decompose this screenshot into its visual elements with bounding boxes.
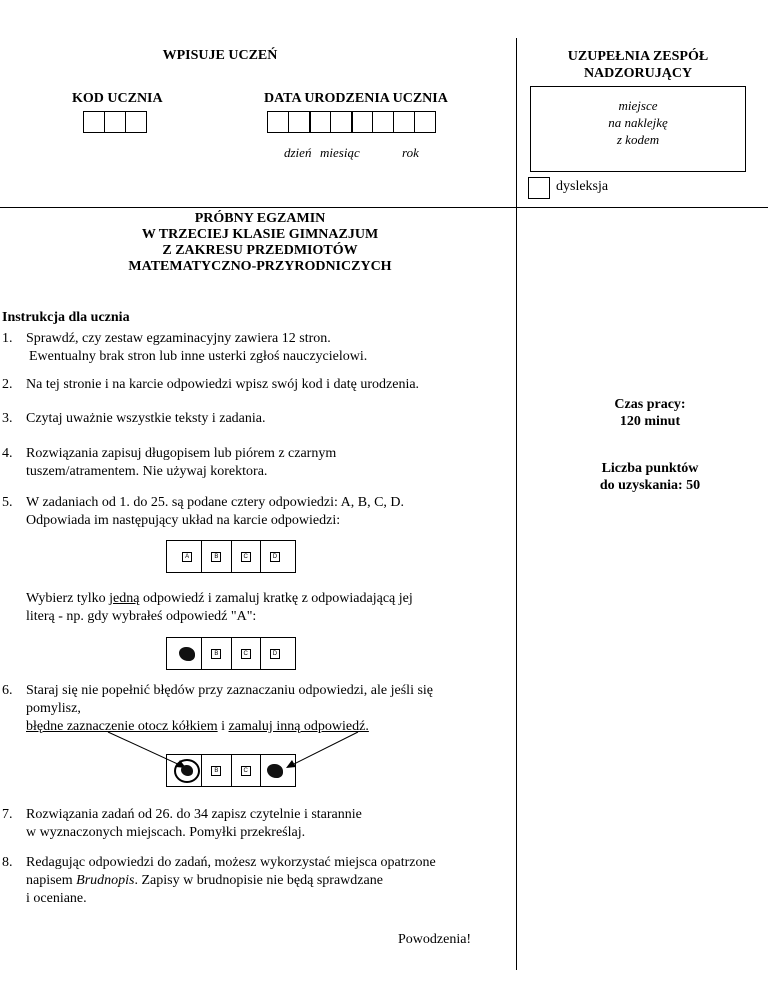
answer-sheet-sample: A B C D (166, 540, 296, 573)
dyslexia-label: dysleksja (556, 179, 609, 194)
answer-sheet-filled-example: B C D (166, 637, 296, 670)
instruction-7: 7. Rozwiązania zadań od 26. do 34 zapisz czytelnie i starannie w wyznaczonych miejscach. Pomyłki przekreślaj. (2, 807, 362, 840)
dyslexia-checkbox[interactable] (528, 177, 550, 199)
student-code-boxes[interactable] (84, 111, 147, 133)
staff-section-title: UZUPEŁNIA ZESPÓŁ NADZORUJĄCY (567, 49, 709, 81)
instruction-4: 4. Rozwiązania zapisuj długopisem lub piórem z czarnym tuszem/atramentem. Nie używaj korektora. (2, 446, 337, 479)
instruction-5: 5. W zadaniach od 1. do 25. są podane cztery odpowiedzi: A, B, C, D. Odpowiada im następujący układ na karcie odpowiedzi: (2, 495, 405, 528)
year-label: rok (402, 145, 419, 160)
birth-date-label: DATA URODZENIA UCZNIA (264, 91, 448, 106)
instruction-3: 3. Czytaj uważnie wszystkie teksty i zadania. (2, 411, 266, 426)
sticker-placeholder: miejsce na naklejkę z kodem (530, 86, 746, 172)
vertical-divider (516, 38, 517, 970)
good-luck-text: Powodzenia! (398, 932, 472, 947)
instruction-6: 6. Staraj się nie popełnić błędów przy zaznaczaniu odpowiedzi, ale jeśli się pomylisz, błędne zaznaczenie otocz kółkiem i zamaluj inną odpowiedź. (2, 683, 434, 734)
student-section-title: WPISUJE UCZEŃ (162, 48, 278, 63)
horizontal-divider (0, 207, 768, 208)
birth-date-boxes[interactable] (268, 111, 436, 133)
month-label: miesiąc (320, 145, 360, 160)
instruction-2: 2. Na tej stronie i na karcie odpowiedzi wpisz swój kod i datę urodzenia. (2, 377, 420, 392)
instruction-8: 8. Redagując odpowiedzi do zadań, możesz wykorzystać miejsca opatrzone napisem Brudnopis. Zapisy w brudnopisie nie będą sprawdzane i oceniane. (2, 855, 436, 906)
max-points: Liczba punktów do uzyskania: 50 (599, 461, 701, 493)
day-label: dzień (284, 145, 312, 160)
filled-mark-icon (179, 647, 195, 661)
work-time: Czas pracy: 120 minut (614, 397, 686, 429)
exam-title: PRÓBNY EGZAMIN W TRZECIEJ KLASIE GIMNAZJUM Z ZAKRESU PRZEDMIOTÓW MATEMATYCZNO-PRZYRODNICZYCH (128, 211, 392, 274)
instruction-5-choice: Wybierz tylko jedną odpowiedź i zamaluj kratkę z odpowiadającą jej literą - np. gdy wybrałeś odpowiedź "A": (26, 591, 413, 624)
answer-sheet-correction-example: B C (166, 754, 296, 787)
student-code-label: KOD UCZNIA (72, 91, 163, 106)
instructions-heading: Instrukcja dla ucznia (2, 310, 130, 325)
new-filled-mark-icon (267, 764, 283, 778)
instruction-1: 1. Sprawdź, czy zestaw egzaminacyjny zawiera 12 stron. Ewentualny brak stron lub inne usterki zgłoś nauczycielowi. (2, 331, 368, 364)
circled-mark-icon (174, 759, 200, 783)
